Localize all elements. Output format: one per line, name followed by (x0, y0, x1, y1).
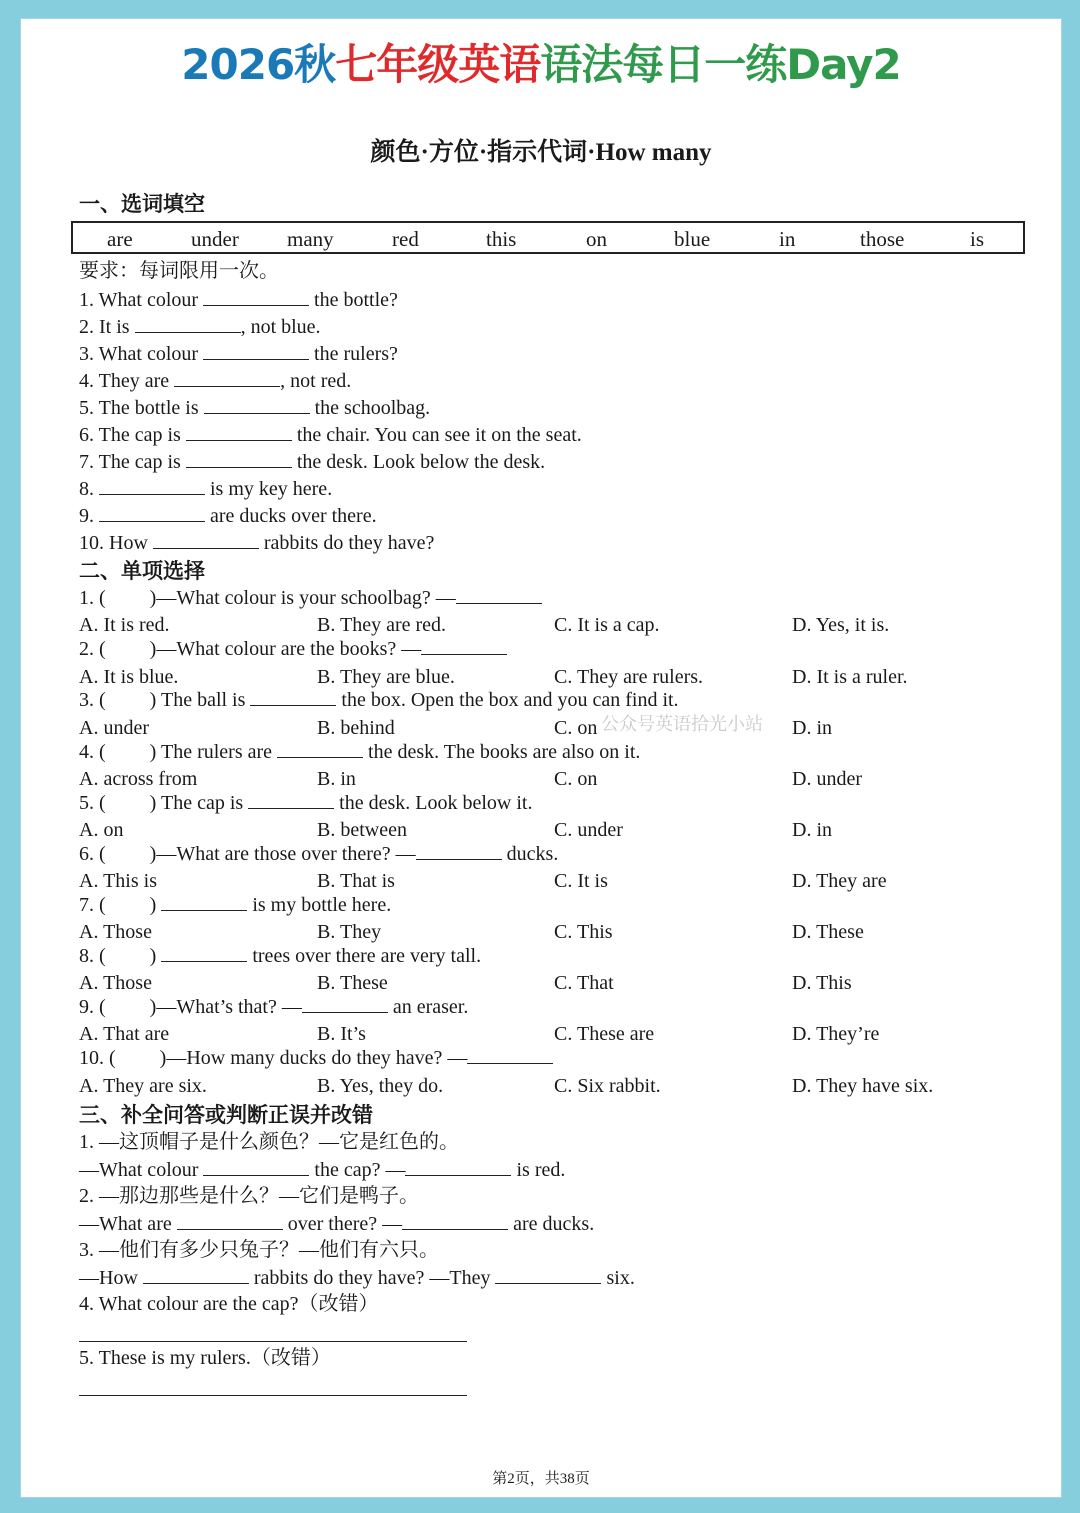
option-c: C. These are (554, 1023, 655, 1045)
completion-line: —What are over there? — are ducks. (79, 1213, 595, 1235)
answer-blank[interactable] (248, 790, 334, 809)
word-bank-item: those (860, 227, 905, 251)
option-c: C. Six rabbit. (554, 1075, 661, 1097)
option-b: B. It’s (317, 1023, 366, 1045)
answer-blank[interactable] (174, 368, 280, 387)
answer-blank[interactable] (302, 994, 388, 1013)
word-bank-item: on (586, 227, 607, 251)
answer-blank[interactable] (99, 476, 205, 495)
answer-blank[interactable] (99, 503, 205, 522)
answer-blank[interactable] (402, 1211, 508, 1230)
option-d: D. They have six. (792, 1075, 934, 1097)
mc-question: 1. ( )—What colour is your schoolbag? — (79, 585, 542, 611)
answer-blank[interactable] (161, 943, 247, 962)
word-bank (71, 221, 1025, 254)
word-bank-item: in (779, 227, 796, 251)
option-a: A. across from (79, 768, 198, 790)
mc-question: 2. ( )—What colour are the books? — (79, 636, 507, 662)
section2-heading: 二、单项选择 (79, 559, 205, 583)
fill-item: 10. How rabbits do they have? (79, 532, 435, 554)
requirement-note: 要求：每词限用一次。 (79, 260, 279, 282)
option-a: A. It is blue. (79, 666, 179, 688)
option-b: B. Yes, they do. (317, 1075, 444, 1097)
fill-item: 5. The bottle is the schoolbag. (79, 397, 431, 419)
option-d: D. under (792, 768, 862, 790)
fill-item: 1. What colour the bottle? (79, 289, 398, 311)
option-c: C. It is (554, 870, 608, 892)
fill-item: 2. It is , not blue. (79, 316, 321, 338)
answer-blank[interactable] (250, 687, 336, 706)
answer-blank[interactable] (456, 585, 542, 604)
option-d: D. They’re (792, 1023, 880, 1045)
answer-blank[interactable] (203, 341, 309, 360)
answer-blank[interactable] (153, 530, 259, 549)
option-d: D. Yes, it is. (792, 614, 890, 636)
correction-prompt: 4. What colour are the cap?（改错） (79, 1293, 379, 1315)
fill-item: 3. What colour the rulers? (79, 343, 398, 365)
option-a: A. It is red. (79, 614, 170, 636)
option-d: D. This (792, 972, 852, 994)
option-d: D. in (792, 717, 832, 739)
word-bank-item: under (191, 227, 239, 251)
answer-blank[interactable] (277, 739, 363, 758)
option-a: A. Those (79, 921, 152, 943)
answer-line[interactable] (79, 1341, 467, 1342)
mc-question: 8. ( ) trees over there are very tall. (79, 945, 482, 967)
option-a: A. under (79, 717, 149, 739)
option-c: C. on (554, 717, 598, 739)
mc-question: 6. ( )—What are those over there? — ducks. (79, 843, 559, 865)
mc-question: 9. ( )—What’s that? — an eraser. (79, 996, 469, 1018)
translation-prompt: 1. —这顶帽子是什么颜色？—它是红色的。 (79, 1131, 459, 1153)
option-a: A. Those (79, 972, 152, 994)
answer-blank[interactable] (186, 422, 292, 441)
option-a: A. That are (79, 1023, 170, 1045)
option-a: A. on (79, 819, 124, 841)
option-b: B. They are blue. (317, 666, 455, 688)
title-grade: 七年级英语 (335, 40, 541, 89)
answer-blank[interactable] (203, 287, 309, 306)
option-c: C. That (554, 972, 614, 994)
option-c: C. It is a cap. (554, 614, 660, 636)
option-b: B. They are red. (317, 614, 447, 636)
option-b: B. behind (317, 717, 395, 739)
page-subtitle: 颜色·方位·指示代词·How many (370, 139, 712, 166)
fill-item: 9. are ducks over there. (79, 505, 377, 527)
word-bank-item: many (287, 227, 334, 251)
page-title (21, 37, 1061, 93)
option-a: A. They are six. (79, 1075, 207, 1097)
title-year: 2026秋 (181, 40, 336, 89)
watermark: 公众号英语拾光小站 (601, 714, 763, 735)
title-topic: 语法每日一练Day2 (540, 40, 901, 89)
option-d: D. It is a ruler. (792, 666, 908, 688)
option-c: C. They are rulers. (554, 666, 704, 688)
answer-blank[interactable] (204, 395, 310, 414)
answer-blank[interactable] (467, 1045, 553, 1064)
mc-question: 4. ( ) The rulers are the desk. The books are also on it. (79, 741, 641, 763)
word-bank-item: this (486, 227, 517, 251)
answer-blank[interactable] (203, 1157, 309, 1176)
option-b: B. between (317, 819, 407, 841)
option-b: B. in (317, 768, 356, 790)
option-b: B. That is (317, 870, 395, 892)
answer-line[interactable] (79, 1395, 467, 1396)
translation-prompt: 3. —他们有多少只兔子？—他们有六只。 (79, 1239, 439, 1261)
fill-item: 7. The cap is the desk. Look below the desk. (79, 451, 546, 473)
completion-line: —What colour the cap? — is red. (79, 1159, 566, 1181)
option-a: A. This is (79, 870, 157, 892)
option-b: B. These (317, 972, 388, 994)
correction-prompt: 5. These is my rulers.（改错） (79, 1347, 331, 1369)
word-bank-item: is (970, 227, 985, 251)
answer-blank[interactable] (421, 636, 507, 655)
section3-heading: 三、补全问答或判断正误并改错 (79, 1103, 373, 1127)
answer-blank[interactable] (186, 449, 292, 468)
mc-question: 10. ( )—How many ducks do they have? — (79, 1045, 553, 1071)
fill-item: 4. They are , not red. (79, 370, 352, 392)
completion-line: —How rabbits do they have? —They six. (79, 1267, 635, 1289)
answer-blank[interactable] (405, 1157, 511, 1176)
word-bank-item: blue (674, 227, 711, 251)
answer-blank[interactable] (495, 1265, 601, 1284)
option-c: C. under (554, 819, 623, 841)
mc-question: 3. ( ) The ball is the box. Open the box and you can find it. (79, 689, 679, 711)
option-d: D. These (792, 921, 864, 943)
word-bank-item: red (392, 227, 419, 251)
page-footer: 第2页，共38页 (492, 1471, 590, 1487)
section1-heading: 一、选词填空 (79, 192, 205, 216)
worksheet-page (20, 18, 1062, 1498)
fill-item: 8. is my key here. (79, 478, 333, 500)
answer-blank[interactable] (161, 892, 247, 911)
answer-blank[interactable] (135, 314, 241, 333)
answer-blank[interactable] (177, 1211, 283, 1230)
answer-blank[interactable] (416, 841, 502, 860)
mc-question: 7. ( ) is my bottle here. (79, 894, 392, 916)
translation-prompt: 2. —那边那些是什么？—它们是鸭子。 (79, 1185, 419, 1207)
option-b: B. They (317, 921, 382, 943)
option-d: D. in (792, 819, 832, 841)
option-d: D. They are (792, 870, 887, 892)
option-c: C. This (554, 921, 613, 943)
fill-item: 6. The cap is the chair. You can see it on the seat. (79, 424, 582, 446)
mc-question: 5. ( ) The cap is the desk. Look below it. (79, 792, 533, 814)
answer-blank[interactable] (143, 1265, 249, 1284)
word-bank-item: are (107, 227, 133, 251)
option-c: C. on (554, 768, 598, 790)
